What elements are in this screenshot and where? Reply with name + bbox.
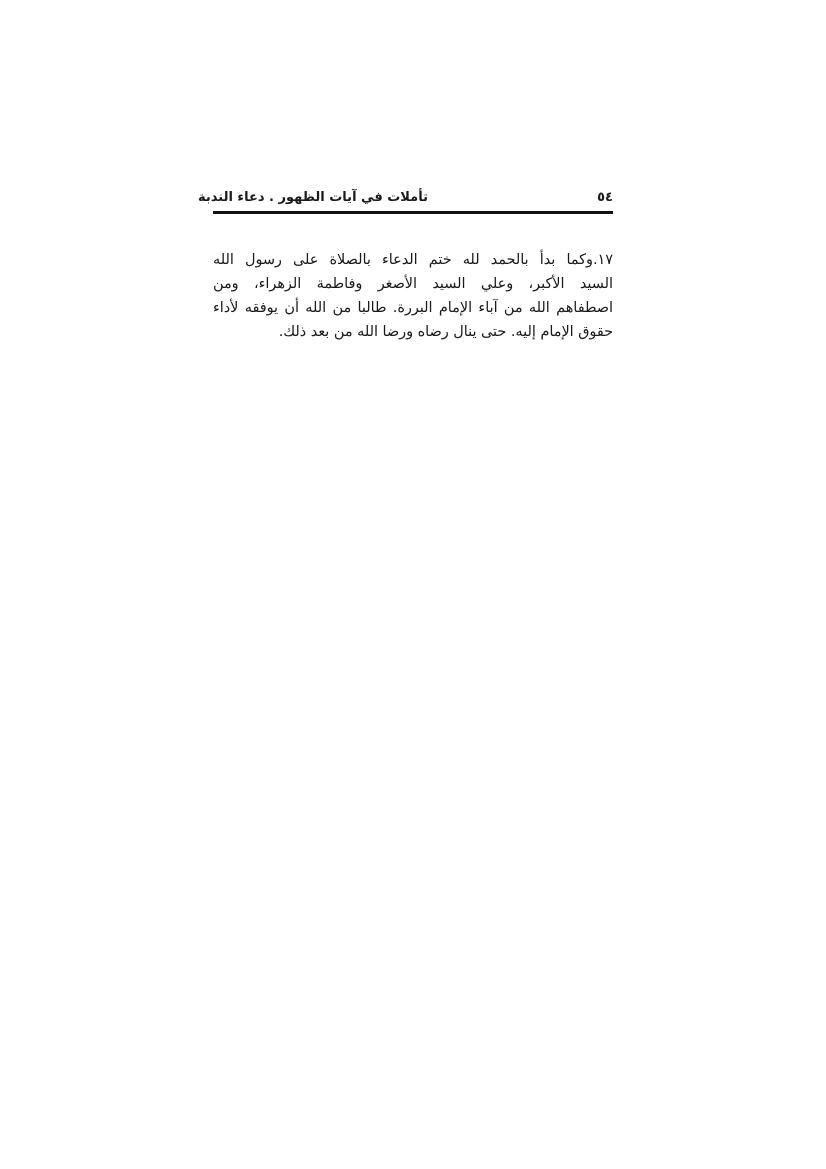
paragraph-line: ١٧.وكما بدأ بالحمد لله ختم الدعاء بالصلاة على رسول الله	[213, 252, 613, 268]
header-rule	[213, 211, 613, 214]
paragraph-line: حقوق الإمام إليه. حتى ينال رضاه ورضا الله من بعد ذلك.	[278, 324, 613, 340]
running-header	[197, 188, 613, 214]
paragraph-line: اصطفاهم الله من آباء الإمام البررة. طالبا من الله أن يوفقه لأداء	[213, 300, 613, 316]
running-title: تأملات في آيات الظهور . دعاء الندبة	[197, 190, 428, 205]
page-number: ٥٤	[597, 190, 613, 205]
body-paragraph	[213, 248, 613, 344]
paragraph-line: السيد الأكبر، وعلي السيد الأصغر وفاطمة الزهراء، ومن	[213, 276, 613, 292]
